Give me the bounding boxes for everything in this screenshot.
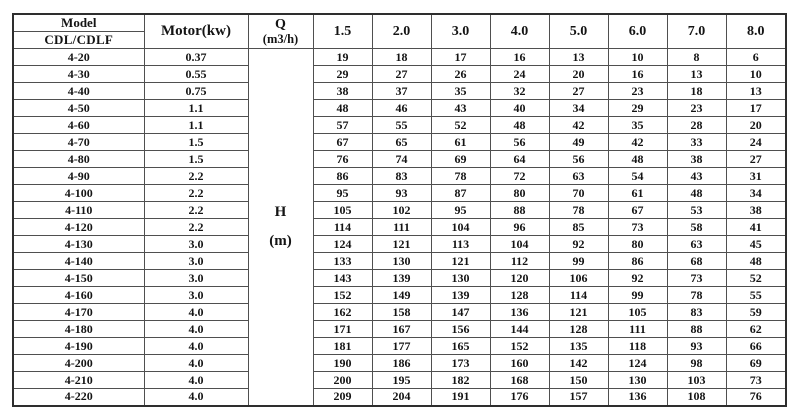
- head-value-cell: 64: [490, 151, 549, 168]
- head-value-cell: 136: [490, 304, 549, 321]
- motor-power-cell: 4.0: [144, 338, 248, 355]
- motor-power-cell: 4.0: [144, 355, 248, 372]
- head-value-cell: 76: [726, 389, 786, 406]
- table-row: [13, 168, 786, 185]
- head-value-cell: 48: [313, 100, 372, 117]
- head-value-cell: 130: [608, 372, 667, 389]
- head-value-cell: 152: [490, 338, 549, 355]
- motor-power-cell: 4.0: [144, 304, 248, 321]
- motor-power-cell: 2.2: [144, 185, 248, 202]
- head-value-cell: 24: [726, 134, 786, 151]
- head-value-cell: 74: [372, 151, 431, 168]
- head-value-cell: 17: [431, 49, 490, 66]
- model-cell: 4-110: [13, 202, 144, 219]
- head-value-cell: 73: [608, 219, 667, 236]
- head-value-cell: 160: [490, 355, 549, 372]
- head-value-cell: 135: [549, 338, 608, 355]
- head-value-cell: 121: [549, 304, 608, 321]
- motor-power-cell: 4.0: [144, 389, 248, 406]
- motor-power-cell: 3.0: [144, 270, 248, 287]
- head-value-cell: 105: [608, 304, 667, 321]
- head-value-cell: 128: [490, 287, 549, 304]
- head-value-cell: 103: [667, 372, 726, 389]
- flow-column-header: 6.0: [608, 14, 667, 49]
- head-value-cell: 63: [667, 236, 726, 253]
- head-value-cell: 26: [431, 66, 490, 83]
- head-value-cell: 33: [667, 134, 726, 151]
- table-row: [13, 134, 786, 151]
- head-value-cell: 55: [726, 287, 786, 304]
- head-value-cell: 99: [549, 253, 608, 270]
- head-value-cell: 57: [313, 117, 372, 134]
- head-value-cell: 190: [313, 355, 372, 372]
- head-value-cell: 42: [608, 134, 667, 151]
- head-value-cell: 13: [667, 66, 726, 83]
- head-value-cell: 76: [313, 151, 372, 168]
- head-value-cell: 162: [313, 304, 372, 321]
- head-value-cell: 111: [608, 321, 667, 338]
- head-value-cell: 16: [608, 66, 667, 83]
- motor-power-cell: 4.0: [144, 321, 248, 338]
- head-value-cell: 130: [431, 270, 490, 287]
- head-value-cell: 8: [667, 49, 726, 66]
- head-value-cell: 61: [431, 134, 490, 151]
- head-value-cell: 43: [431, 100, 490, 117]
- head-value-cell: 48: [667, 185, 726, 202]
- head-unit-cell: [248, 49, 313, 406]
- head-value-cell: 191: [431, 389, 490, 406]
- model-cell: 4-70: [13, 134, 144, 151]
- flow-column-header: 5.0: [549, 14, 608, 49]
- head-value-cell: 114: [313, 219, 372, 236]
- model-cell: 4-90: [13, 168, 144, 185]
- head-value-cell: 95: [431, 202, 490, 219]
- model-cell: 4-100: [13, 185, 144, 202]
- head-value-cell: 80: [490, 185, 549, 202]
- head-value-cell: 56: [549, 151, 608, 168]
- head-value-cell: 105: [313, 202, 372, 219]
- head-value-cell: 29: [608, 100, 667, 117]
- head-value-cell: 142: [549, 355, 608, 372]
- head-value-cell: 28: [667, 117, 726, 134]
- head-value-cell: 93: [372, 185, 431, 202]
- flow-column-header: 4.0: [490, 14, 549, 49]
- head-value-cell: 48: [490, 117, 549, 134]
- head-value-cell: 124: [313, 236, 372, 253]
- head-value-cell: 156: [431, 321, 490, 338]
- head-value-cell: 167: [372, 321, 431, 338]
- head-value-cell: 87: [431, 185, 490, 202]
- head-value-cell: 121: [372, 236, 431, 253]
- flow-column-header: 7.0: [667, 14, 726, 49]
- head-value-cell: 67: [313, 134, 372, 151]
- motor-power-cell: 2.2: [144, 168, 248, 185]
- head-value-cell: 150: [549, 372, 608, 389]
- head-value-cell: 38: [313, 83, 372, 100]
- table-row: [13, 372, 786, 389]
- head-value-cell: 78: [549, 202, 608, 219]
- head-value-cell: 55: [372, 117, 431, 134]
- head-value-cell: 19: [313, 49, 372, 66]
- head-value-cell: 63: [549, 168, 608, 185]
- head-value-cell: 92: [549, 236, 608, 253]
- head-value-cell: 16: [490, 49, 549, 66]
- h-label: H: [274, 203, 287, 220]
- head-value-cell: 31: [726, 168, 786, 185]
- model-cell: 4-190: [13, 338, 144, 355]
- head-value-cell: 10: [608, 49, 667, 66]
- head-value-cell: 67: [608, 202, 667, 219]
- motor-power-cell: 2.2: [144, 202, 248, 219]
- head-value-cell: 13: [549, 49, 608, 66]
- table-row: [13, 389, 786, 406]
- head-value-cell: 152: [313, 287, 372, 304]
- head-value-cell: 144: [490, 321, 549, 338]
- model-cell: 4-50: [13, 100, 144, 117]
- head-value-cell: 85: [549, 219, 608, 236]
- head-value-cell: 147: [431, 304, 490, 321]
- model-cell: 4-150: [13, 270, 144, 287]
- head-value-cell: 73: [667, 270, 726, 287]
- motor-power-cell: 1.1: [144, 117, 248, 134]
- table-row: [13, 253, 786, 270]
- model-cell: 4-20: [13, 49, 144, 66]
- head-value-cell: 66: [726, 338, 786, 355]
- head-value-cell: 136: [608, 389, 667, 406]
- head-value-cell: 38: [667, 151, 726, 168]
- head-value-cell: 78: [431, 168, 490, 185]
- head-value-cell: 73: [726, 372, 786, 389]
- head-value-cell: 43: [667, 168, 726, 185]
- head-value-cell: 10: [726, 66, 786, 83]
- head-value-cell: 173: [431, 355, 490, 372]
- head-value-cell: 20: [726, 117, 786, 134]
- head-value-cell: 128: [549, 321, 608, 338]
- head-value-cell: 27: [549, 83, 608, 100]
- table-row: [13, 202, 786, 219]
- head-value-cell: 80: [608, 236, 667, 253]
- head-value-cell: 149: [372, 287, 431, 304]
- head-value-cell: 176: [490, 389, 549, 406]
- table-row: [13, 355, 786, 372]
- model-cell: 4-180: [13, 321, 144, 338]
- table-row: [13, 185, 786, 202]
- model-cell: 4-120: [13, 219, 144, 236]
- motor-power-cell: 3.0: [144, 287, 248, 304]
- head-value-cell: 72: [490, 168, 549, 185]
- flow-column-header: 2.0: [372, 14, 431, 49]
- head-value-cell: 32: [490, 83, 549, 100]
- pump-spec-table: [12, 13, 787, 407]
- head-value-cell: 46: [372, 100, 431, 117]
- head-value-cell: 23: [608, 83, 667, 100]
- head-value-cell: 186: [372, 355, 431, 372]
- head-value-cell: 177: [372, 338, 431, 355]
- head-value-cell: 35: [431, 83, 490, 100]
- head-value-cell: 65: [372, 134, 431, 151]
- table-row: [13, 287, 786, 304]
- model-cell: 4-130: [13, 236, 144, 253]
- motor-power-cell: 1.1: [144, 100, 248, 117]
- head-value-cell: 120: [490, 270, 549, 287]
- motor-power-cell: 3.0: [144, 253, 248, 270]
- head-value-cell: 204: [372, 389, 431, 406]
- head-value-cell: 58: [667, 219, 726, 236]
- table-row: [13, 83, 786, 100]
- motor-power-cell: 1.5: [144, 134, 248, 151]
- table-row: [13, 236, 786, 253]
- head-value-cell: 86: [608, 253, 667, 270]
- head-value-cell: 182: [431, 372, 490, 389]
- head-value-cell: 20: [549, 66, 608, 83]
- head-value-cell: 24: [490, 66, 549, 83]
- head-value-cell: 52: [726, 270, 786, 287]
- head-value-cell: 62: [726, 321, 786, 338]
- model-cell: 4-210: [13, 372, 144, 389]
- head-value-cell: 93: [667, 338, 726, 355]
- head-value-cell: 34: [549, 100, 608, 117]
- head-value-cell: 158: [372, 304, 431, 321]
- head-value-cell: 143: [313, 270, 372, 287]
- head-value-cell: 83: [667, 304, 726, 321]
- head-value-cell: 34: [726, 185, 786, 202]
- head-value-cell: 52: [431, 117, 490, 134]
- head-value-cell: 88: [667, 321, 726, 338]
- head-value-cell: 17: [726, 100, 786, 117]
- table-row: [13, 270, 786, 287]
- head-value-cell: 111: [372, 219, 431, 236]
- table-row: [13, 338, 786, 355]
- motor-power-cell: 4.0: [144, 372, 248, 389]
- head-value-cell: 130: [372, 253, 431, 270]
- head-value-cell: 165: [431, 338, 490, 355]
- table-row: [13, 66, 786, 83]
- flow-column-header: 1.5: [313, 14, 372, 49]
- model-cell: 4-40: [13, 83, 144, 100]
- model-series-header: CDL/CDLF: [13, 32, 144, 49]
- flow-column-header: 3.0: [431, 14, 490, 49]
- table-body: [13, 49, 786, 406]
- model-cell: 4-60: [13, 117, 144, 134]
- q-label: Q: [275, 16, 286, 32]
- motor-power-cell: 0.37: [144, 49, 248, 66]
- head-value-cell: 106: [549, 270, 608, 287]
- head-value-cell: 112: [490, 253, 549, 270]
- motor-power-cell: 1.5: [144, 151, 248, 168]
- motor-power-cell: 0.75: [144, 83, 248, 100]
- head-value-cell: 168: [490, 372, 549, 389]
- head-value-cell: 42: [549, 117, 608, 134]
- head-value-cell: 157: [549, 389, 608, 406]
- motor-power-cell: 3.0: [144, 236, 248, 253]
- header-row-top: [13, 14, 786, 32]
- pump-spec-table-wrap: [12, 13, 787, 407]
- head-value-cell: 86: [313, 168, 372, 185]
- model-column-header: Model: [13, 14, 144, 32]
- head-value-cell: 96: [490, 219, 549, 236]
- model-cell: 4-160: [13, 287, 144, 304]
- head-value-cell: 23: [667, 100, 726, 117]
- model-cell: 4-30: [13, 66, 144, 83]
- head-value-cell: 49: [549, 134, 608, 151]
- head-value-cell: 104: [490, 236, 549, 253]
- motor-power-cell: 0.55: [144, 66, 248, 83]
- head-value-cell: 18: [667, 83, 726, 100]
- head-value-cell: 69: [726, 355, 786, 372]
- h-unit-label: (m): [269, 232, 292, 249]
- head-value-cell: 139: [372, 270, 431, 287]
- head-value-cell: 70: [549, 185, 608, 202]
- head-value-cell: 113: [431, 236, 490, 253]
- head-value-cell: 200: [313, 372, 372, 389]
- head-value-cell: 171: [313, 321, 372, 338]
- head-value-cell: 59: [726, 304, 786, 321]
- head-value-cell: 35: [608, 117, 667, 134]
- head-value-cell: 68: [667, 253, 726, 270]
- table-row: [13, 49, 786, 66]
- model-cell: 4-80: [13, 151, 144, 168]
- table-row: [13, 151, 786, 168]
- head-value-cell: 29: [313, 66, 372, 83]
- head-value-cell: 102: [372, 202, 431, 219]
- table-row: [13, 321, 786, 338]
- head-value-cell: 27: [372, 66, 431, 83]
- flow-column-header: 8.0: [726, 14, 786, 49]
- head-value-cell: 48: [726, 253, 786, 270]
- table-row: [13, 304, 786, 321]
- head-value-cell: 121: [431, 253, 490, 270]
- table-row: [13, 117, 786, 134]
- head-value-cell: 45: [726, 236, 786, 253]
- model-cell: 4-170: [13, 304, 144, 321]
- head-value-cell: 83: [372, 168, 431, 185]
- head-value-cell: 99: [608, 287, 667, 304]
- head-value-cell: 181: [313, 338, 372, 355]
- head-value-cell: 40: [490, 100, 549, 117]
- head-value-cell: 108: [667, 389, 726, 406]
- head-value-cell: 13: [726, 83, 786, 100]
- q-unit-label: (m3/h): [262, 31, 299, 46]
- head-value-cell: 118: [608, 338, 667, 355]
- head-value-cell: 41: [726, 219, 786, 236]
- head-value-cell: 38: [726, 202, 786, 219]
- model-cell: 4-140: [13, 253, 144, 270]
- head-value-cell: 88: [490, 202, 549, 219]
- motor-column-header: Motor(kw): [144, 14, 248, 49]
- head-value-cell: 69: [431, 151, 490, 168]
- model-cell: 4-200: [13, 355, 144, 372]
- head-value-cell: 56: [490, 134, 549, 151]
- head-value-cell: 98: [667, 355, 726, 372]
- table-row: [13, 100, 786, 117]
- head-value-cell: 53: [667, 202, 726, 219]
- head-value-cell: 48: [608, 151, 667, 168]
- head-value-cell: 6: [726, 49, 786, 66]
- head-value-cell: 124: [608, 355, 667, 372]
- motor-power-cell: 2.2: [144, 219, 248, 236]
- table-row: [13, 219, 786, 236]
- head-value-cell: 92: [608, 270, 667, 287]
- flow-column-header-q: [248, 14, 313, 49]
- head-value-cell: 114: [549, 287, 608, 304]
- head-value-cell: 195: [372, 372, 431, 389]
- head-value-cell: 61: [608, 185, 667, 202]
- head-value-cell: 209: [313, 389, 372, 406]
- head-value-cell: 95: [313, 185, 372, 202]
- head-value-cell: 37: [372, 83, 431, 100]
- head-value-cell: 54: [608, 168, 667, 185]
- head-value-cell: 18: [372, 49, 431, 66]
- head-value-cell: 104: [431, 219, 490, 236]
- head-value-cell: 78: [667, 287, 726, 304]
- head-value-cell: 27: [726, 151, 786, 168]
- head-value-cell: 133: [313, 253, 372, 270]
- model-cell: 4-220: [13, 389, 144, 406]
- head-value-cell: 139: [431, 287, 490, 304]
